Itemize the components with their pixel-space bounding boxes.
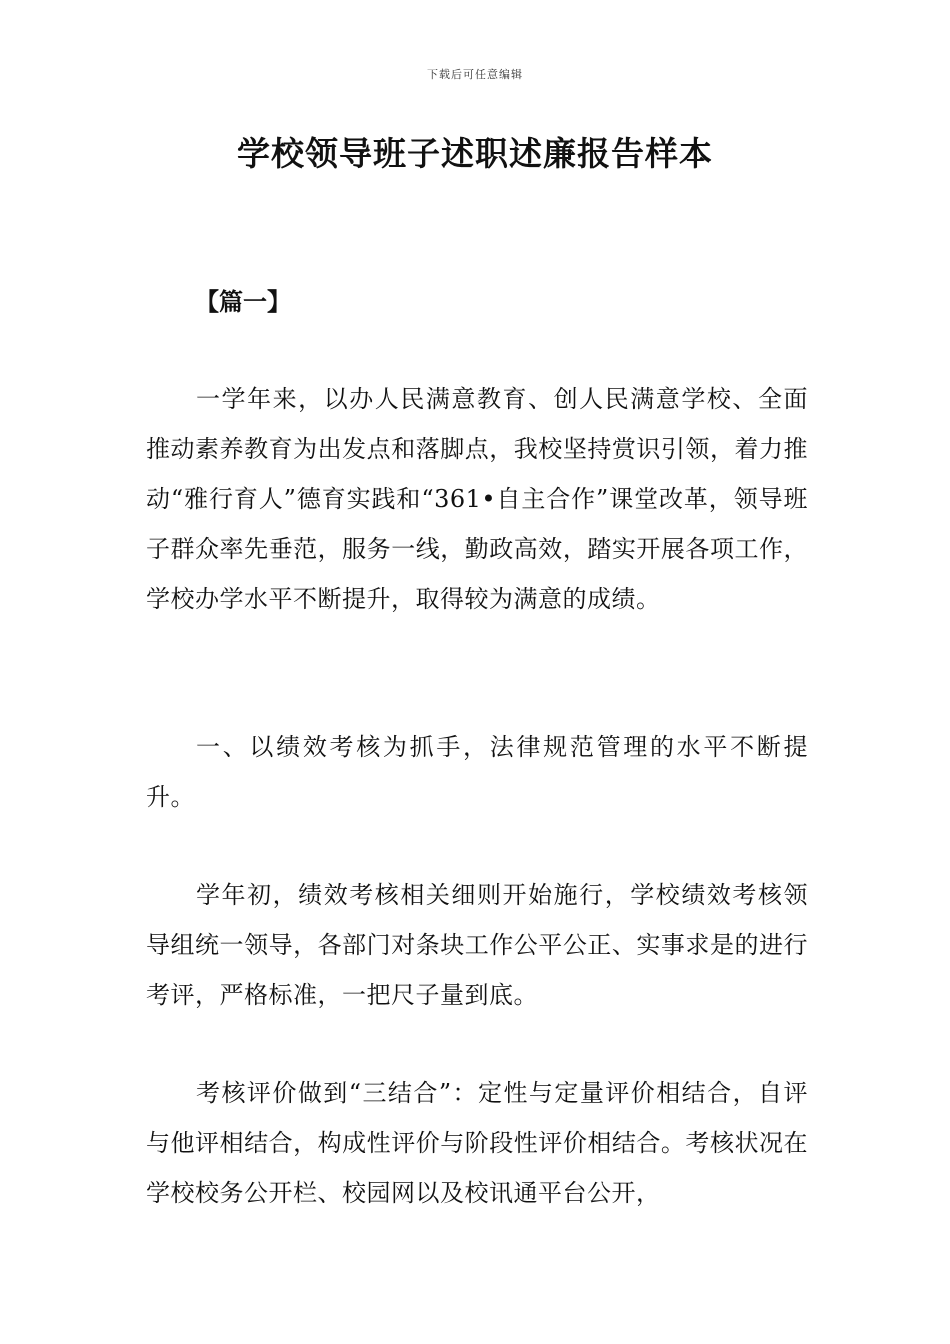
paragraph-performance-rules: 学年初，绩效考核相关细则开始施行，学校绩效考核领导组统一领导，各部门对条块工作公平公正、实事求是的进行考评，严格标准，一把尺子量到底。 [146,881,808,1009]
paragraph-evaluation: 考核评价做到“三结合”：定性与定量评价相结合，自评与他评相结合，构成性评价与阶段性评价相结合。考核状况在学校校务公开栏、校园网以及校讯通平台公开， [146,1079,808,1207]
paragraph-intro: 一学年来，以办人民满意教育、创人民满意学校、全面推动素养教育为出发点和落脚点，我校坚持赏识引领，着力推动“雅行育人”德育实践和“361•自主合作”课堂改革，领导班子群众率先垂范，服务一线，勤政高效，踏实开展各项工作，学校办学水平不断提升，取得较为满意的成绩。 [146,385,808,613]
paragraph-heading-one: 一、以绩效考核为抓手，法律规范管理的水平不断提升。 [146,733,808,811]
section-label: 【篇一】 [195,288,291,316]
document-title: 学校领导班子述职述廉报告样本 [237,134,713,173]
header-note: 下载后可任意编辑 [427,68,523,81]
